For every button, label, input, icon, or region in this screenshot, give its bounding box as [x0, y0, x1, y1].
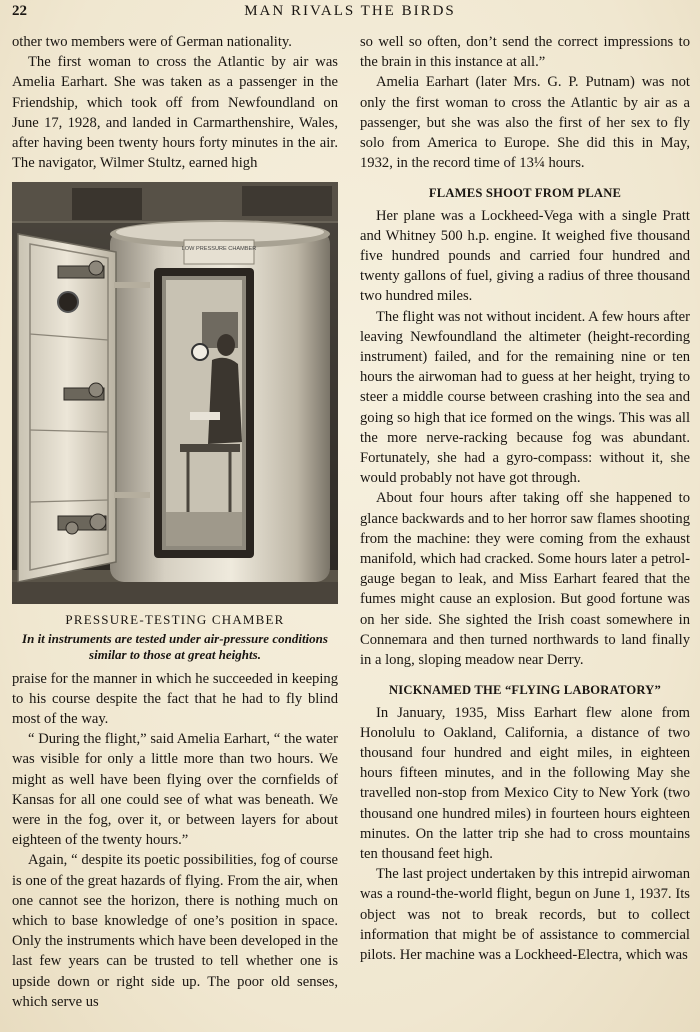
paragraph: About four hours after taking off she happened to glance backwards and to her horror saw flames shooting from the machine: they were coming from the exhaust manifold, which had cracked. Some hours later a petrol-gauge began to leak, and Miss Earhart feared that the fumes might cause an explosion. But good fortune was on her side. She sighted the Irish coast somewhere in Connemara and then turned northwards to land finally in a long, sloping meadow near Derry.	[360, 490, 690, 669]
paragraph: The first woman to cross the Atlantic by air was Amelia Earhart. She was taken as a passenger in the Friendship, which took off from Newfoundland on June 17, 1928, and landed in Carmarthenshire, Wales, after having been twenty hours forty minutes in the air. The navigator, Wilmer Stultz, earned high	[12, 54, 338, 172]
figure-caption-title: PRESSURE-TESTING CHAMBER	[65, 612, 285, 628]
paragraph: The flight was not without incident. A few hours after leaving Newfoundland the altimeter (height-recording instrument) failed, and for the remaining nine or ten hours the airwoman had to guess at her height, trying to steer a middle course between crashing into the sea and going so high that ice formed on the wings. This was all the more nerve-racking because fog was abundant. Fortunately, she had a gyro-compass: without it, she would probably not have got through.	[360, 308, 690, 487]
left-column	[12, 32, 338, 1012]
paragraph: “ During the flight,” said Amelia Earhart, “ the water was visible for only a little more than two hours. We might as well have been flying over the cornfields of Kansas for all one could see of what was beneath. We were in the fog, over it, or between layers for about eighteen of the twenty hours.”	[12, 731, 338, 849]
page-header	[12, 0, 688, 26]
paragraph: Her plane was a Lockheed-Vega with a single Pratt and Whitney 500 h.p. engine. It weighed five thousand five hundred pounds and carried four hundred and twenty gallons of fuel, giving a radius of three thousand two hundred miles.	[360, 207, 690, 305]
section-heading: FLAMES SHOOT FROM PLANE	[428, 186, 622, 201]
paragraph: Again, “ despite its poetic possibilities, fog of course is one of the great hazards of flying. From the air, when one cannot see the horizon, there is nothing much on which to base knowledge of one’s position in space. Only the instruments which have been developed in the last few years can be trusted to tell whether one is upside down or right side up. The poor old senses, which serve us	[12, 852, 338, 1010]
section-heading: NICKNAMED THE “FLYING LABORATORY”	[389, 683, 661, 698]
pressure-chamber-photo	[12, 182, 338, 604]
chamber-panel-label: LOW PRESSURE CHAMBER	[181, 246, 257, 253]
paragraph: praise for the manner in which he succeeded in keeping to his course despite the fact that he had to fly blind most of the way.	[12, 670, 338, 728]
paragraph: Amelia Earhart (later Mrs. G. P. Putnam) was not only the first woman to cross the Atlantic by air as a passenger, but she was also the first of her sex to fly solo from America to Europe. She did this in May, 1932, in the record time of 13¼ hours.	[360, 74, 690, 172]
paragraph: other two members were of German nationality.	[12, 34, 292, 50]
figure-caption-text: In it instruments are tested under air-pressure conditions similar to those at great heights.	[22, 630, 328, 662]
running-title: MAN RIVALS THE BIRDS	[244, 3, 456, 19]
paragraph: so well so often, don’t send the correct impressions to the brain in this instance at all.”	[360, 34, 690, 71]
paragraph: The last project undertaken by this intrepid airwoman was a round-the-world flight, begun on June 1, 1937. Its object was not to break records, but to collect information that might be of assistance to commercial pilots. Her machine was a Lockheed-Electra, which was	[360, 866, 690, 963]
right-column	[360, 32, 690, 965]
page-number: 22	[12, 3, 27, 19]
paragraph: In January, 1935, Miss Earhart flew alone from Honolulu to Oakland, California, a distance of two thousand four hundred and eight miles, in eighteen hours fifteen minutes, and in the following May she travelled non-stop from Mexico City to New York (two thousand one hundred miles) in fourteen hours eighteen minutes. On the latter trip she had to cross mountains ten thousand feet high.	[360, 704, 690, 862]
